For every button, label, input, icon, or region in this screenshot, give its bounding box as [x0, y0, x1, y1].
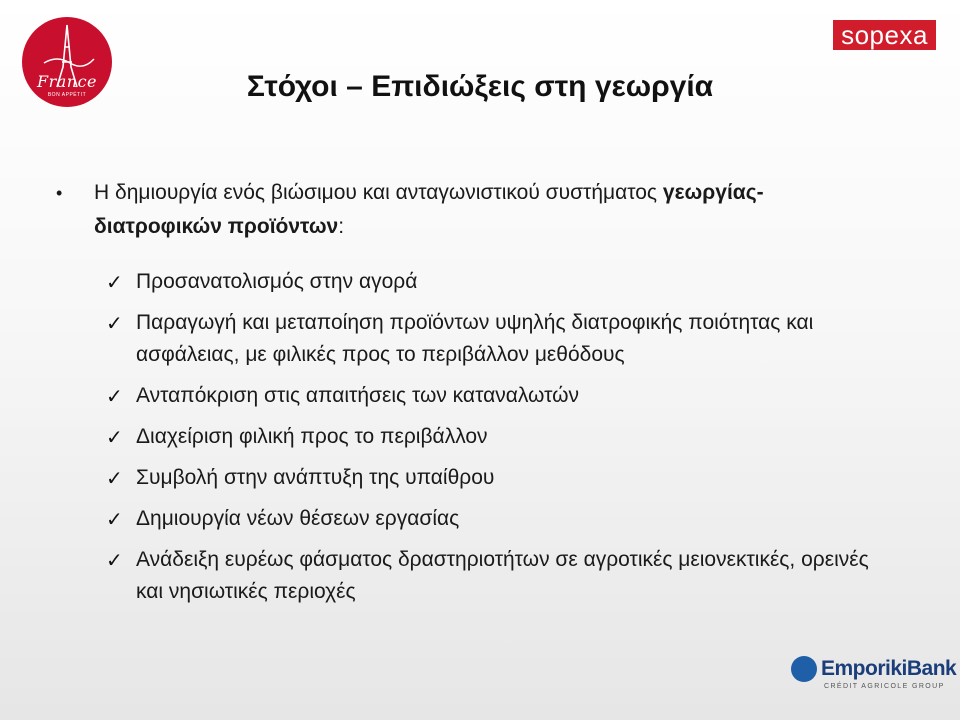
check-item-text: Ανταπόκριση στις απαιτήσεις των καταναλωτών — [136, 384, 580, 407]
emporiki-emblem-icon — [791, 656, 817, 682]
check-item — [106, 503, 876, 535]
check-item — [106, 544, 876, 608]
france-logo-script: France — [36, 72, 98, 91]
check-item — [106, 307, 876, 371]
check-item-text: Δημιουργία νέων θέσεων εργασίας — [136, 507, 460, 530]
check-item — [106, 421, 876, 453]
check-list — [56, 266, 876, 608]
checkmark-icon: ✓ — [106, 386, 123, 408]
emporiki-bank-logo — [791, 655, 957, 695]
emporiki-subtitle: CRÉDIT AGRICOLE GROUP — [824, 683, 945, 690]
sopexa-logo: sopexa — [833, 20, 936, 50]
slide-content — [56, 176, 876, 617]
check-item-text: Διαχείριση φιλική προς το περιβάλλον — [136, 425, 488, 448]
check-item-text: Παραγωγή και μεταποίηση προϊόντων υψηλής διατροφικής ποιότητας και ασφάλειας, με φιλικές προς το περιβάλλον μεθόδους — [136, 311, 814, 366]
checkmark-icon: ✓ — [106, 509, 123, 531]
main-bullet-tail: : — [338, 215, 345, 238]
check-item-text: Προσανατολισμός στην αγορά — [136, 270, 418, 293]
checkmark-icon: ✓ — [106, 313, 123, 335]
main-bullet-text — [94, 181, 764, 238]
checkmark-icon: ✓ — [106, 550, 123, 572]
main-bullet-plain: Η δημιουργία ενός βιώσιμου και ανταγωνιστικού συστήματος — [94, 181, 663, 204]
check-item-text: Ανάδειξη ευρέως φάσματος δραστηριοτήτων σε αγροτικές μειονεκτικές, ορεινές και νησιωτικές περιοχές — [136, 548, 869, 603]
checkmark-icon: ✓ — [106, 272, 123, 294]
main-bullet — [56, 176, 876, 244]
main-bullet-bold: γεωργίας-διατροφικών προϊόντων — [94, 181, 764, 238]
bullet-dot-icon: • — [56, 183, 63, 203]
check-item — [106, 380, 876, 412]
emporiki-name: EmporikiBank — [821, 657, 957, 680]
france-logo-tagline: BON APPÉTIT — [47, 92, 87, 98]
check-item-text: Συμβολή στην ανάπτυξη της υπαίθρου — [136, 466, 495, 489]
check-item — [106, 266, 876, 298]
checkmark-icon: ✓ — [106, 468, 123, 490]
checkmark-icon: ✓ — [106, 427, 123, 449]
check-item — [106, 462, 876, 494]
slide-title: Στόχοι – Επιδιώξεις στη γεωργία — [246, 70, 714, 103]
